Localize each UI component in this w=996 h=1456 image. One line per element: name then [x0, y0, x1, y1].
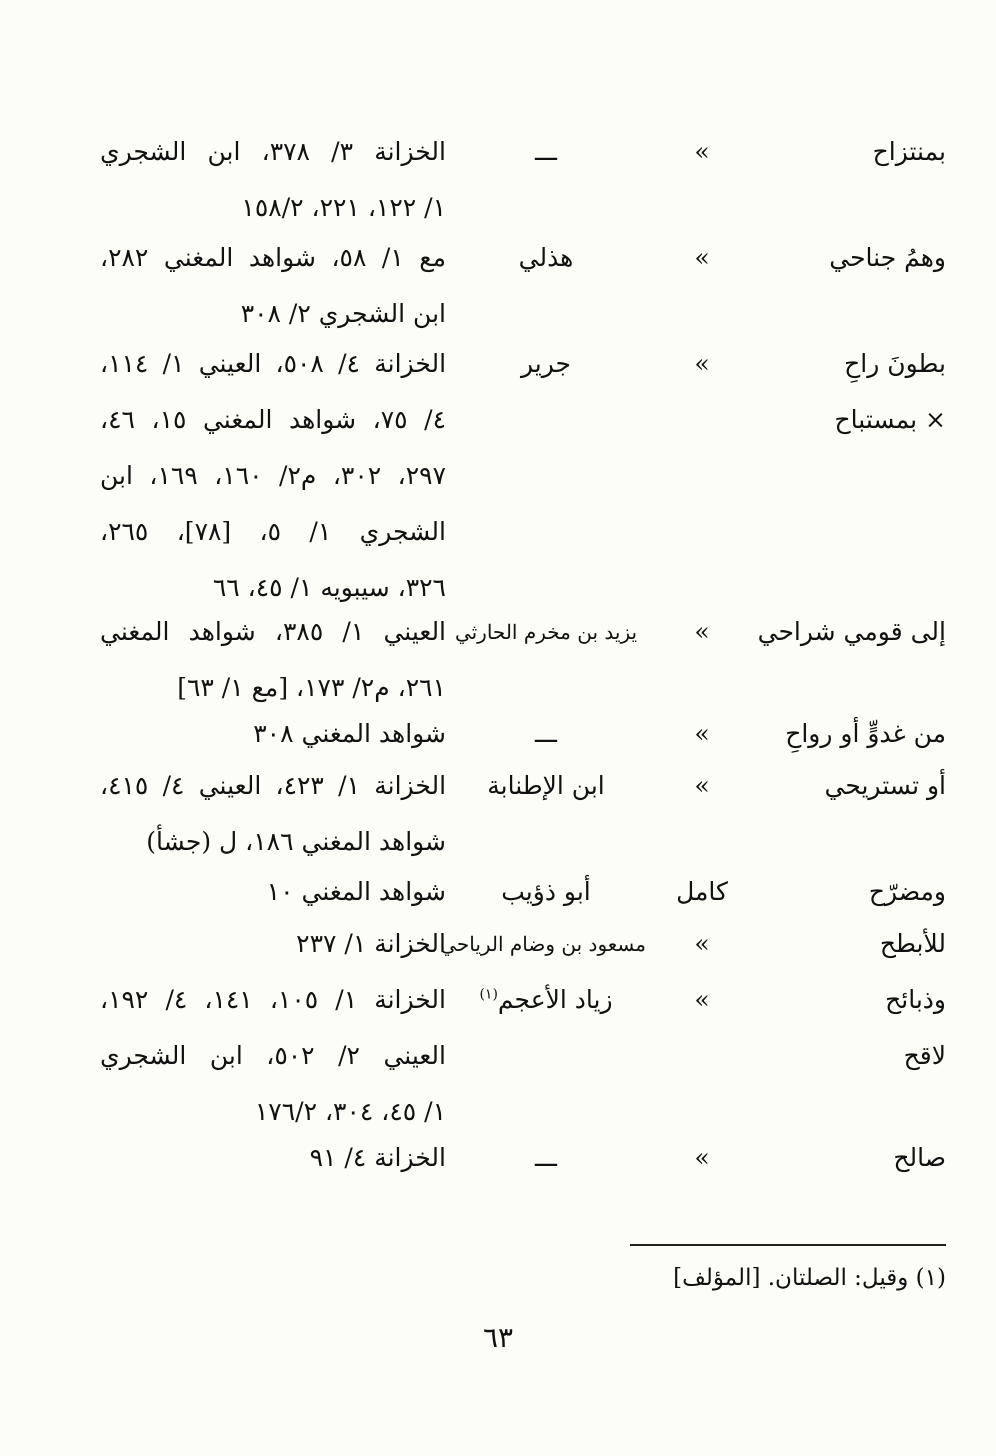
footnote-marker: (١)	[479, 986, 498, 1003]
page-number: ٦٣	[482, 1321, 514, 1354]
rhyme-word: صالح	[893, 1143, 946, 1172]
source-references: الخزانة ١/ ٢٣٧	[296, 929, 446, 958]
source-references: الخزانة ١/ ٤٢٣، العيني ٤/ ٤١٥، شواهد المغني ١٨٦، ل (جشأ)	[100, 771, 447, 856]
meter-ditto: »	[694, 349, 710, 378]
poet-name: ـــ	[535, 1143, 557, 1172]
meter-ditto: »	[694, 985, 710, 1014]
source-references: الخزانة ٣/ ٣٧٨، ابن الشجري ١/ ١٢٢، ٢٢١، ١٥٨/٢	[100, 137, 446, 222]
meter-ditto: »	[694, 929, 710, 958]
entry-row	[100, 336, 946, 636]
poet-name: أبو ذؤيب	[501, 877, 591, 906]
source-references: مع ١/ ٥٨، شواهد المغني ٢٨٢، ابن الشجري ٢/ ٣٠٨	[100, 243, 446, 328]
poet-name: يزيد بن مخرم الحارثي	[454, 620, 638, 644]
source-references: شواهد المغني ١٠	[266, 877, 446, 906]
meter-ditto: »	[694, 243, 710, 272]
poet-name: جرير	[521, 349, 571, 378]
rhyme-word: إلى قومي شراحي	[757, 617, 946, 646]
entry-row	[100, 1130, 946, 1330]
rhyme-word: بطونَ راحِ × بمستباح	[834, 349, 946, 434]
rhyme-word: وذبائح لاقح	[885, 985, 946, 1070]
meter-ditto: »	[694, 719, 710, 748]
poet-name: هذلي	[518, 243, 574, 272]
source-references: العيني ١/ ٣٨٥، شواهد المغني ٢٦١، م٢/ ١٧٣، [مع ١/ ٦٣]	[100, 617, 447, 702]
footnote-divider	[630, 1244, 946, 1246]
source-references: الخزانة ١/ ١٠٥، ١٤١، ٤/ ١٩٢، العيني ٢/ ٥٠٢، ابن الشجري ١/ ٤٥، ٣٠٤، ١٧٦/٢	[100, 985, 446, 1126]
meter-ditto: »	[694, 617, 710, 646]
footnote: (١) وقيل: الصلتان. [المؤلف]	[673, 1265, 946, 1291]
poet-name	[446, 972, 646, 1028]
meter-ditto: »	[694, 1143, 710, 1172]
source-references: شواهد المغني ٣٠٨	[253, 719, 446, 748]
source-references: الخزانة ٤/ ٩١	[309, 1143, 446, 1172]
meter-ditto: »	[694, 771, 710, 800]
source-references: الخزانة ٤/ ٥٠٨، العيني ١/ ١١٤، ٤/ ٧٥، شواهد المغني ١٥، ٤٦، ٢٩٧، ٣٠٢، م٢/ ١٦٠، ١٦٩، ابن الشجري ١/ ٥، [٧٨]، ٢٦٥، ٣٢٦، سيبويه ١/ ٤٥، ٦٦	[100, 349, 447, 602]
rhyme-word: من غدوٍّ أو رواحِ	[785, 719, 946, 748]
poet-name: مسعود بن وضام الرياحي	[440, 932, 646, 956]
rhyme-word: للأبطح	[879, 929, 946, 958]
meter-name: كامل	[676, 877, 728, 906]
poet-name: ابن الإطنابة	[487, 771, 605, 800]
rhyme-word: وهمُ جناحي	[829, 243, 946, 272]
poet-name: ـــ	[535, 719, 557, 748]
poet-name: ـــ	[535, 137, 557, 166]
rhyme-word: ومضرّح	[868, 877, 946, 906]
rhyme-word: بمنتزاح	[872, 137, 946, 166]
poet-name-text: زياد الأعجم	[497, 985, 613, 1014]
rhyme-word: أو تستريحي	[824, 771, 946, 800]
meter-ditto: »	[694, 137, 710, 166]
